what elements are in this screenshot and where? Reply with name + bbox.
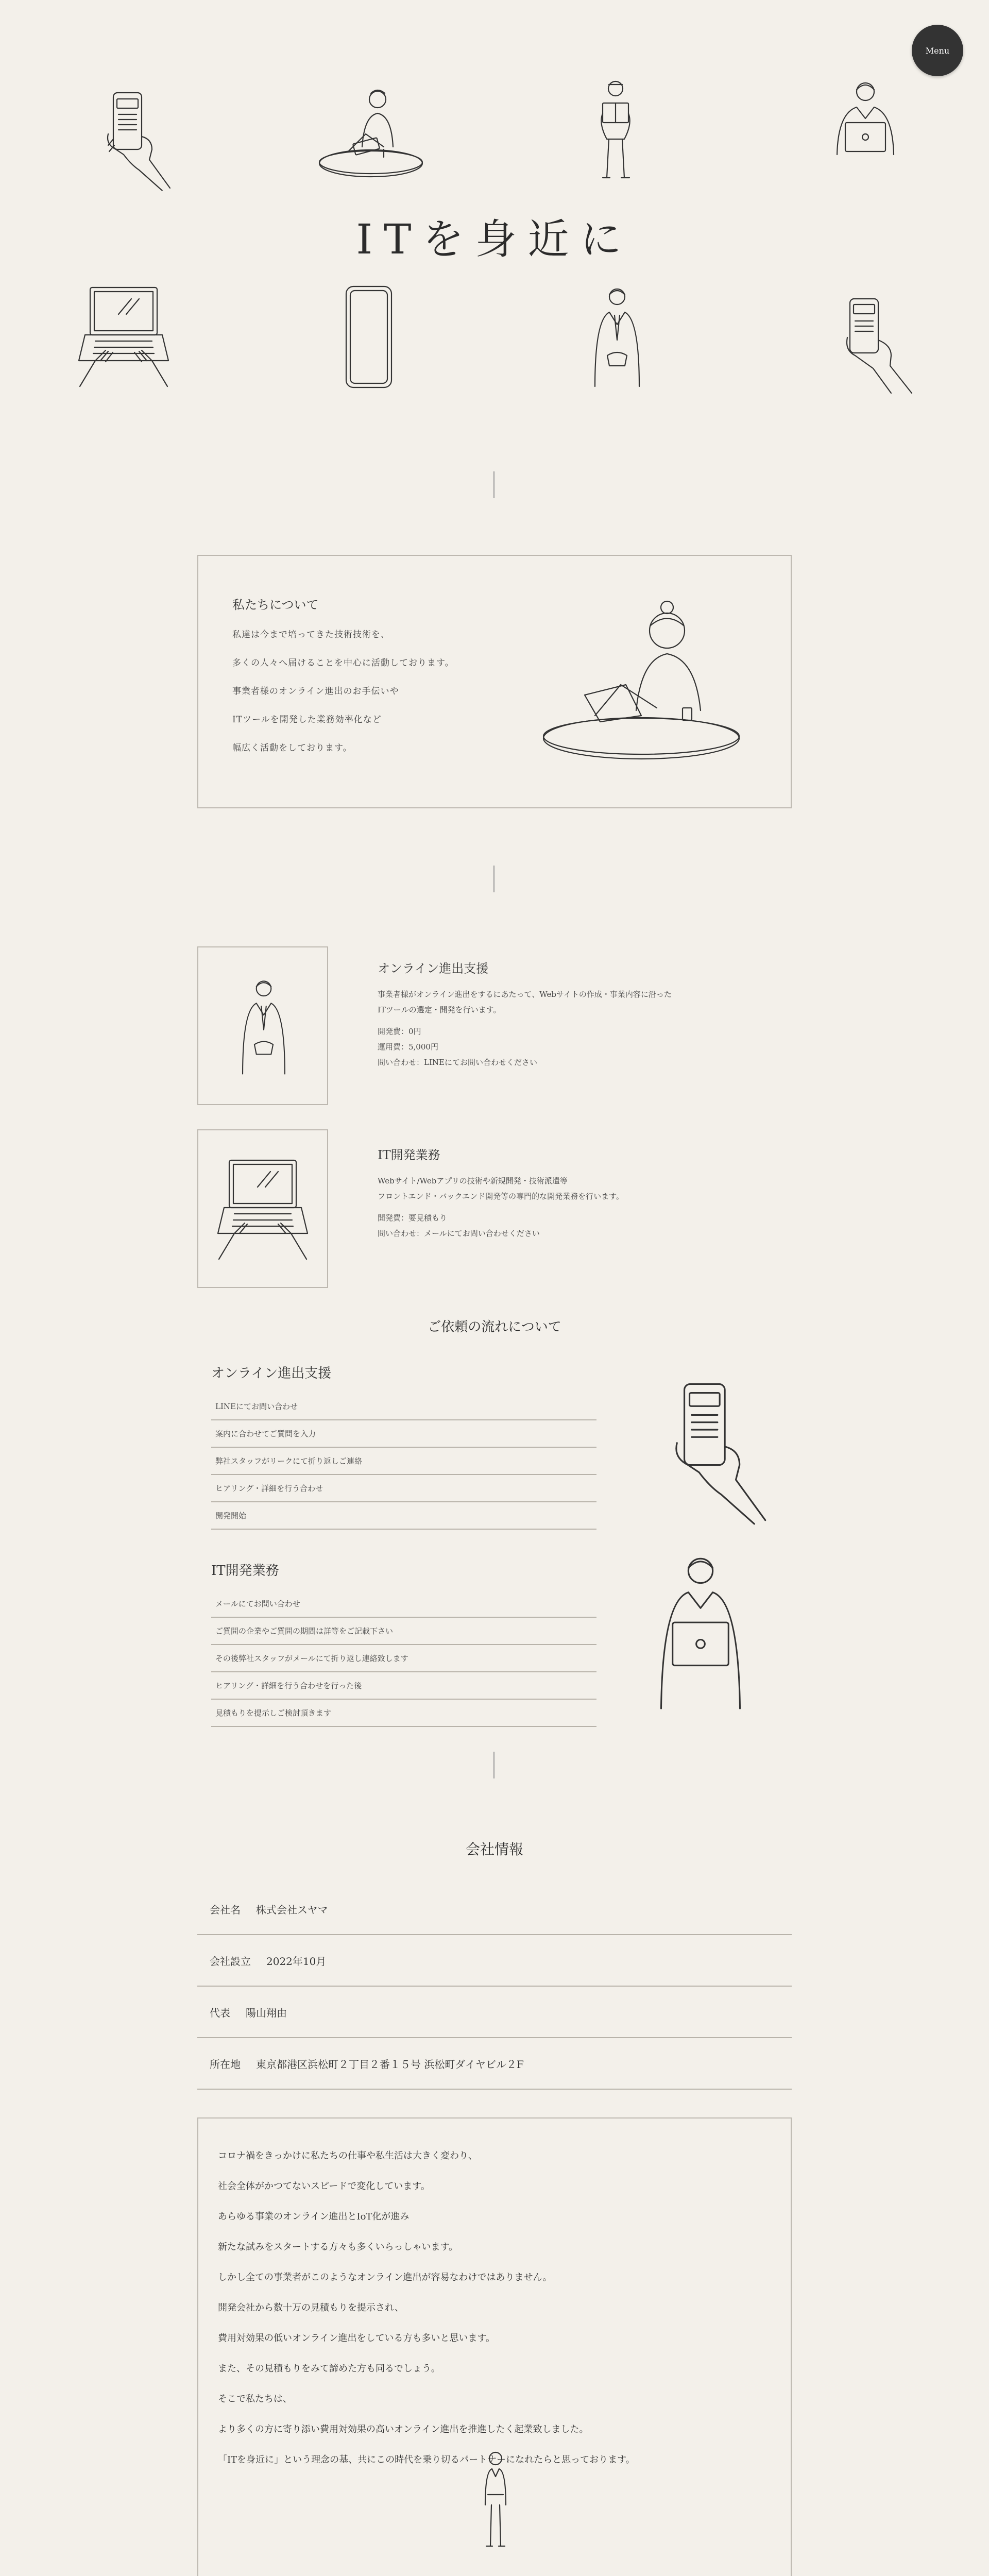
story-line: また、その見積もりをみて諦めた方も同るでしょう。	[218, 2363, 440, 2374]
service-text: 事業者様がオンライン進出をするにあたって、Webサイトの作成・事業内容に沿った	[378, 990, 672, 999]
flow-step: メールにてお問い合わせ	[211, 1590, 596, 1618]
company-value: 東京都港区浜松町２丁目２番１５号 浜松町ダイヤビル２F	[256, 2058, 524, 2071]
story-line: 新たな試みをスタートする方々も多くいらっしゃいます。	[218, 2242, 458, 2252]
story-line: あらゆる事業のオンライン進出とIoT化が進み	[218, 2211, 410, 2222]
laptop-hands-icon	[214, 1156, 312, 1264]
about-text-line: 多くの人々へ届けることを中心に活動しております。	[232, 658, 454, 668]
story-line: 開発会社から数十万の見積もりを提示され、	[218, 2302, 404, 2313]
story-line: しかし全ての事業者がこのようなオンライン進出が容易なわけではありません。	[218, 2272, 552, 2283]
person-at-table-icon	[538, 587, 744, 777]
businessman-icon	[233, 976, 295, 1079]
company-row-address	[197, 2038, 792, 2090]
flow-step: ご質問の企業やご質問の期間は詳等をご記載下さい	[211, 1618, 596, 1645]
service-block	[378, 958, 672, 1070]
story-line: 社会全体がかつてないスピードで変化しています。	[218, 2181, 430, 2192]
menu-button[interactable]: Menu	[912, 25, 963, 76]
company-label: 会社設立	[210, 1955, 251, 1968]
flow-step-list	[211, 1393, 596, 1530]
service-price: 運用費：5,000円	[378, 1042, 438, 1052]
service-contact: 問い合わせ：メールにてお問い合わせください	[378, 1229, 540, 1238]
flow-step: 開発開始	[211, 1502, 596, 1530]
about-text-line: 幅広く活動をしております。	[232, 743, 352, 753]
service-image-frame	[197, 946, 328, 1105]
person-with-laptop-icon	[646, 1551, 755, 1716]
company-value: 陽山翔由	[246, 2006, 287, 2019]
flow-heading: ご依頼の流れについて	[428, 1319, 561, 1335]
story-line: コロナ禍をきっかけに私たちの仕事や私生活は大きく変わり、	[218, 2150, 478, 2161]
delivery-person-icon	[587, 77, 644, 185]
about-text-line: 私達は今まで培ってきた技術技術を、	[232, 630, 390, 640]
story-line: そこで私たちは、	[218, 2394, 292, 2404]
section-divider	[493, 471, 494, 498]
smartphone-icon	[344, 284, 394, 389]
flow-group-title: IT開発業務	[211, 1563, 279, 1579]
service-price: 開発費：0円	[378, 1027, 421, 1036]
company-heading: 会社情報	[465, 1841, 523, 1858]
company-label: 所在地	[210, 2058, 241, 2071]
flow-step: LINEにてお問い合わせ	[211, 1393, 596, 1420]
company-row-name	[197, 1884, 792, 1935]
laptop-on-table-icon	[317, 85, 425, 183]
flow-step-list	[211, 1590, 596, 1727]
story-line: より多くの方に寄り添い費用対効果の高いオンライン進出を推進したく起業致しました。	[218, 2424, 589, 2435]
flow-step: 案内に合わせてご質問を入力	[211, 1420, 596, 1448]
flow-step: 見積もりを提示しご検討頂きます	[211, 1700, 596, 1727]
service-text: ITツールの選定・開発を行います。	[378, 1005, 501, 1014]
company-row-ceo	[197, 1987, 792, 2038]
phone-in-hand-icon	[670, 1376, 773, 1525]
flow-step: その後弊社スタッフがメールにて折り返し連絡致します	[211, 1645, 596, 1672]
flow-group	[211, 1363, 596, 1530]
hero-title: ITを身近に	[356, 215, 633, 263]
standing-businessman-icon	[475, 2448, 516, 2551]
flow-group	[211, 1560, 596, 1727]
service-price: 開発費：要見積もり	[378, 1213, 448, 1223]
service-image-frame	[197, 1129, 328, 1288]
service-block	[378, 1145, 624, 1241]
company-label: 会社名	[210, 1903, 241, 1916]
service-contact: 問い合わせ：LINEにてお問い合わせください	[378, 1058, 537, 1067]
flow-group-title: オンライン進出支援	[211, 1366, 332, 1381]
story-line: 費用対効果の低いオンライン進出をしている方も多いと思います。	[218, 2333, 496, 2344]
flow-step: ヒアリング・詳細を行う合わせ	[211, 1475, 596, 1502]
about-text-line: 事業者様のオンライン進出のお手伝いや	[232, 686, 399, 697]
story-panel	[197, 2117, 792, 2576]
phone-in-hand-icon	[845, 296, 917, 394]
flow-step: ヒアリング・詳細を行う合わせを行った後	[211, 1672, 596, 1700]
company-value: 株式会社スヤマ	[256, 1903, 328, 1916]
service-text: Webサイト/Webアプリの技術や新規開発・技術派遣等	[378, 1176, 568, 1185]
person-with-laptop-icon	[827, 77, 904, 165]
service-title: IT開発業務	[378, 1148, 440, 1162]
story-line: 「ITを身近に」という理念の基、共にこの時代を乗り切るパートナーになれたらと思っております。	[218, 2454, 635, 2465]
about-panel	[197, 555, 792, 808]
company-row-founded	[197, 1935, 792, 1987]
about-heading: 私たちについて	[232, 598, 319, 612]
company-value: 2022年10月	[266, 1955, 327, 1968]
service-text: フロントエンド・バックエンド開発等の専門的な開発業務を行います。	[378, 1192, 624, 1201]
about-text-line: ITツールを開発した業務効率化など	[232, 715, 382, 725]
section-divider	[493, 1752, 494, 1778]
flow-step: 弊社スタッフがリークにて折り返しご連絡	[211, 1448, 596, 1475]
businessman-icon	[589, 283, 645, 392]
phone-in-hand-icon	[103, 88, 175, 191]
laptop-hands-icon	[75, 283, 173, 392]
service-title: オンライン進出支援	[378, 961, 489, 976]
company-label: 代表	[210, 2006, 230, 2019]
section-divider	[493, 866, 494, 892]
